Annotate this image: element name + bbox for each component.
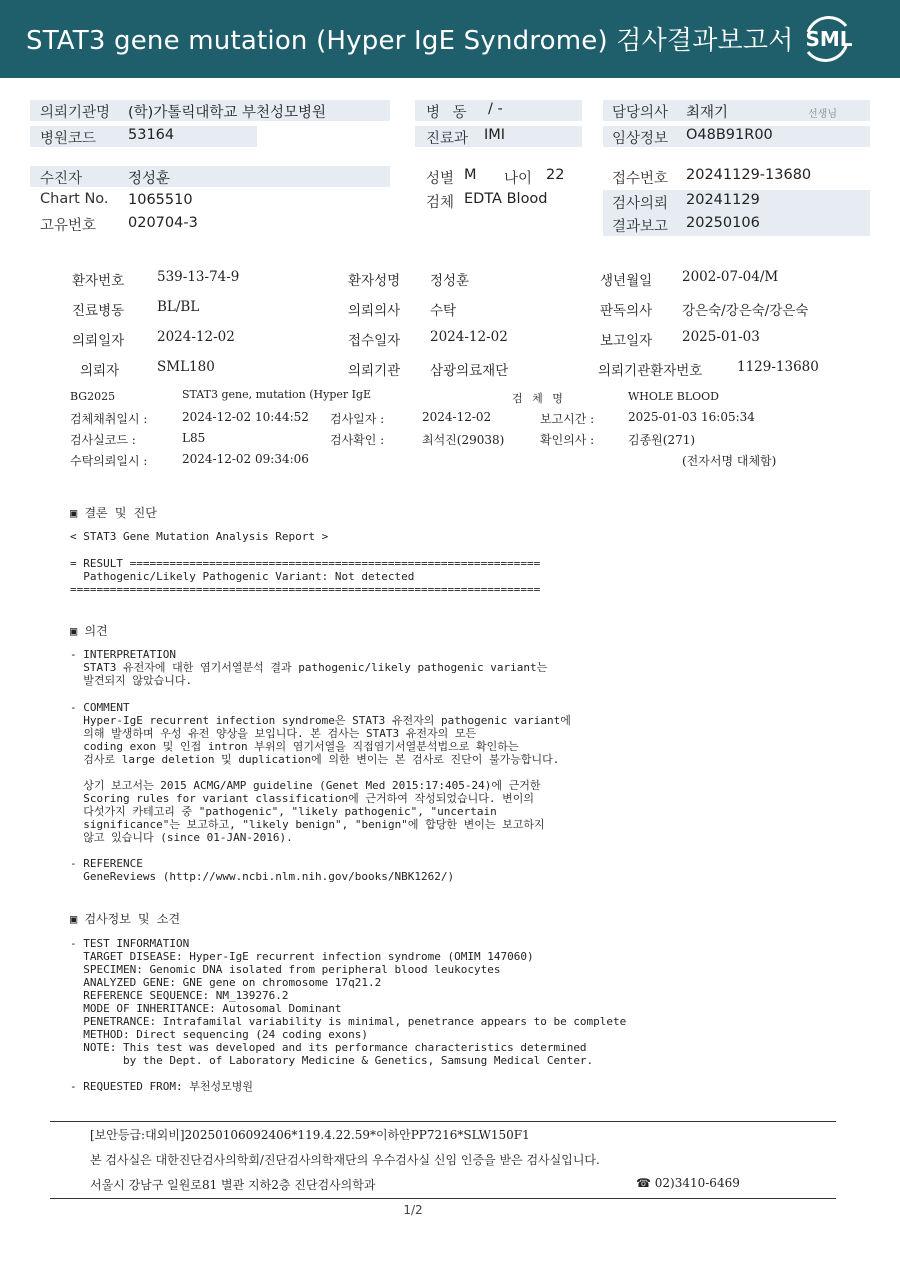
test-info-line: ANALYZED GENE: GNE gene on chromosome 17q21.2 bbox=[70, 976, 382, 989]
collect-value: 2024-12-02 10:44:52 bbox=[182, 410, 309, 424]
test-code: BG2025 bbox=[70, 390, 116, 403]
pt-value: SML180 bbox=[157, 359, 215, 375]
pt-label: 의뢰기관환자번호 bbox=[598, 363, 703, 379]
result-line: = RESULT ============================================================== bbox=[70, 557, 541, 570]
pt-label: 의뢰자 bbox=[80, 363, 120, 379]
pt-value: 수탁 bbox=[430, 303, 457, 319]
comment-line: 상기 보고서는 2015 ACMG/AMP guideline (Genet Med 2015:17:405-24)에 근거한 bbox=[70, 779, 541, 792]
pt-label: 의뢰의사 bbox=[348, 303, 401, 319]
comment-line: 검사로 large deletion 및 duplication에 의한 변이는 본 검사로 진단이 불가능합니다. bbox=[70, 753, 560, 766]
pt-label: 환자성명 bbox=[348, 273, 401, 289]
receipt-label: 접수번호 bbox=[612, 171, 669, 187]
chart-label: Chart No. bbox=[40, 191, 109, 207]
age-label: 나이 bbox=[504, 171, 533, 187]
checker-label: 확인의사 : bbox=[540, 433, 595, 447]
pt-label: 의뢰일자 bbox=[72, 333, 125, 349]
pt-value: 2024-12-02 bbox=[157, 329, 235, 345]
checker-value: 김종원(271) bbox=[628, 433, 696, 447]
test-info-line: NOTE: This test was developed and its performance characteristics determined bbox=[70, 1041, 587, 1054]
receipt-value: 20241129-13680 bbox=[686, 167, 812, 183]
test-info-line: REFERENCE SEQUENCE: NM_139276.2 bbox=[70, 989, 289, 1002]
patient-label: 수진자 bbox=[40, 171, 83, 187]
pt-value: 2025-01-03 bbox=[682, 329, 760, 345]
pt-value: BL/BL bbox=[157, 299, 200, 315]
pt-value: 삼광의료재단 bbox=[430, 363, 509, 379]
comment-line: significance"는 보고하고, "likely benign", "benign"에 합당한 변이는 보고하지 bbox=[70, 818, 545, 831]
testdate-label: 검사일자 : bbox=[330, 412, 385, 426]
dept-value: IMI bbox=[484, 127, 506, 143]
clinical-label: 임상정보 bbox=[612, 131, 669, 147]
specimen-value: EDTA Blood bbox=[464, 191, 548, 207]
report-value: 20250106 bbox=[686, 215, 760, 231]
result-end-line: ======================================================================= bbox=[70, 583, 541, 596]
doctor-value: 최재기 bbox=[686, 105, 729, 121]
security-line: [보안등급:대외비]20250106092406*119.4.22.59*이하안PP7216*SLW150F1 bbox=[90, 1128, 530, 1142]
pt-value: 정성훈 bbox=[430, 273, 470, 289]
doctor-suffix: 선생님 bbox=[808, 109, 837, 120]
pt-value: 2002-07-04/M bbox=[682, 269, 779, 285]
esign-note: (전자서명 대체함) bbox=[682, 454, 777, 468]
pt-label: 생년월일 bbox=[600, 273, 653, 289]
section-testinfo-heading: ▣ 검사정보 및 소견 bbox=[70, 912, 181, 926]
pt-label: 판독의사 bbox=[600, 303, 653, 319]
test-info-line: METHOD: Direct sequencing (24 coding exons) bbox=[70, 1028, 369, 1041]
chart-value: 1065510 bbox=[128, 192, 193, 208]
hospital-code-value: 53164 bbox=[128, 127, 175, 143]
interpretation-line: 발견되지 않았습니다. bbox=[70, 674, 193, 687]
logo-text: SML bbox=[805, 27, 853, 51]
report-title: STAT3 gene mutation (Hyper IgE Syndrome) 검사결과보고서 bbox=[26, 26, 794, 56]
age-value: 22 bbox=[546, 167, 565, 183]
test-name: STAT3 gene, mutation (Hyper IgE bbox=[182, 388, 372, 401]
institution-value: (학)가톨릭대학교 부천성모병원 bbox=[128, 105, 327, 121]
result-text: Pathogenic/Likely Pathogenic Variant: Not detected bbox=[70, 570, 415, 583]
test-info-line: by the Dept. of Laboratory Medicine & Genetics, Samsung Medical Center. bbox=[70, 1054, 594, 1067]
footer-divider bbox=[50, 1121, 836, 1122]
pt-value: 강은숙/강은숙/강은숙 bbox=[682, 303, 809, 319]
test-info-line: MODE OF INHERITANCE: Autosomal Dominant bbox=[70, 1002, 342, 1015]
sex-label: 성별 bbox=[426, 171, 455, 187]
interpretation-heading: - INTERPRETATION bbox=[70, 648, 176, 661]
comment-line: coding exon 및 인접 intron 부위의 염기서열을 직접염기서열분석법으로 확인하는 bbox=[70, 740, 519, 753]
comment-heading: - COMMENT bbox=[70, 701, 130, 714]
address-line: 서울시 강남구 일원로81 별관 지하2층 진단검사의학과 bbox=[90, 1178, 376, 1192]
reporttime-label: 보고시간 : bbox=[540, 412, 595, 426]
clinical-value: O48B91R00 bbox=[686, 127, 773, 143]
reference-line: GeneReviews (http://www.ncbi.nlm.nih.gov/books/NBK1262/) bbox=[70, 870, 455, 883]
certification-line: 본 검사실은 대한진단검사의학회/진단검사의학재단의 우수검사실 신임 인증을 받은 검사실입니다. bbox=[90, 1153, 600, 1167]
info-grid bbox=[0, 0, 900, 240]
phone-line: ☎ 02)3410-6469 bbox=[636, 1176, 740, 1190]
requested-from: - REQUESTED FROM: 부천성모병원 bbox=[70, 1080, 253, 1093]
confirm-value: 최석진(29038) bbox=[422, 433, 505, 447]
footer-divider bbox=[50, 1198, 836, 1199]
doctor-label: 담당의사 bbox=[612, 105, 669, 121]
interpretation-line: STAT3 유전자에 대한 염기서열분석 결과 pathogenic/likely pathogenic variant는 bbox=[70, 661, 548, 674]
confirm-label: 검사확인 : bbox=[330, 433, 385, 447]
test-info-line: SPECIMEN: Genomic DNA isolated from peripheral blood leukocytes bbox=[70, 963, 501, 976]
ward-label: 병 동 bbox=[426, 105, 471, 121]
institution-label: 의뢰기관명 bbox=[40, 105, 111, 121]
specimen-name-label: 검 체 명 bbox=[512, 392, 566, 405]
test-info-heading: - TEST INFORMATION bbox=[70, 937, 190, 950]
testdate-value: 2024-12-02 bbox=[422, 410, 492, 424]
ward-value: / - bbox=[488, 101, 503, 117]
pt-label: 진료병동 bbox=[72, 303, 125, 319]
collect-label: 검체채취일시 : bbox=[70, 412, 148, 426]
page-number: 1/2 bbox=[403, 1203, 423, 1217]
specimen-label: 검체 bbox=[426, 195, 455, 211]
room-value: L85 bbox=[182, 431, 206, 445]
info-bar bbox=[30, 166, 390, 187]
pt-label: 환자번호 bbox=[72, 273, 125, 289]
section-conclusion-heading: ▣ 결론 및 진단 bbox=[70, 506, 157, 520]
consign-label: 수탁의뢰일시 : bbox=[70, 454, 148, 468]
room-label: 검사실코드 : bbox=[70, 433, 136, 447]
unique-value: 020704-3 bbox=[128, 215, 198, 231]
unique-label: 고유번호 bbox=[40, 218, 97, 234]
specimen-name-value: WHOLE BLOOD bbox=[628, 390, 719, 403]
comment-line: 의해 발생하며 우성 유전 양상을 보입니다. 본 검사는 STAT3 유전자의 모든 bbox=[70, 727, 477, 740]
comment-line: Hyper-IgE recurrent infection syndrome은 STAT3 유전자의 pathogenic variant에 bbox=[70, 714, 571, 727]
comment-line: Scoring rules for variant classification에 근거하여 작성되었습니다. 변이의 bbox=[70, 792, 535, 805]
patient-value: 정성훈 bbox=[128, 171, 171, 187]
pt-value: 539-13-74-9 bbox=[157, 269, 240, 285]
hospital-code-label: 병원코드 bbox=[40, 131, 97, 147]
sex-value: M bbox=[464, 167, 477, 183]
test-info-line: PENETRANCE: Intrafamilal variability is minimal, penetrance appears to be complete bbox=[70, 1015, 627, 1028]
pt-label: 접수일자 bbox=[348, 333, 401, 349]
comment-line: 다섯가지 카테고리 중 "pathogenic", "likely pathogenic", "uncertain bbox=[70, 805, 497, 818]
reference-heading: - REFERENCE bbox=[70, 857, 143, 870]
pt-label: 보고일자 bbox=[600, 333, 653, 349]
pt-value: 2024-12-02 bbox=[430, 329, 508, 345]
pt-label: 의뢰기관 bbox=[348, 363, 401, 379]
dept-label: 진료과 bbox=[426, 131, 469, 147]
report-label: 결과보고 bbox=[612, 219, 669, 235]
consign-value: 2024-12-02 09:34:06 bbox=[182, 452, 309, 466]
reporttime-value: 2025-01-03 16:05:34 bbox=[628, 410, 755, 424]
pt-value: 1129-13680 bbox=[737, 359, 819, 375]
test-info-line: TARGET DISEASE: Hyper-IgE recurrent infection syndrome (OMIM 147060) bbox=[70, 950, 534, 963]
request-value: 20241129 bbox=[686, 192, 760, 208]
analysis-report-title: < STAT3 Gene Mutation Analysis Report > bbox=[70, 530, 329, 543]
section-opinion-heading: ▣ 의견 bbox=[70, 624, 108, 638]
comment-line: 않고 있습니다 (since 01-JAN-2016). bbox=[70, 831, 293, 844]
request-label: 검사의뢰 bbox=[612, 196, 669, 212]
